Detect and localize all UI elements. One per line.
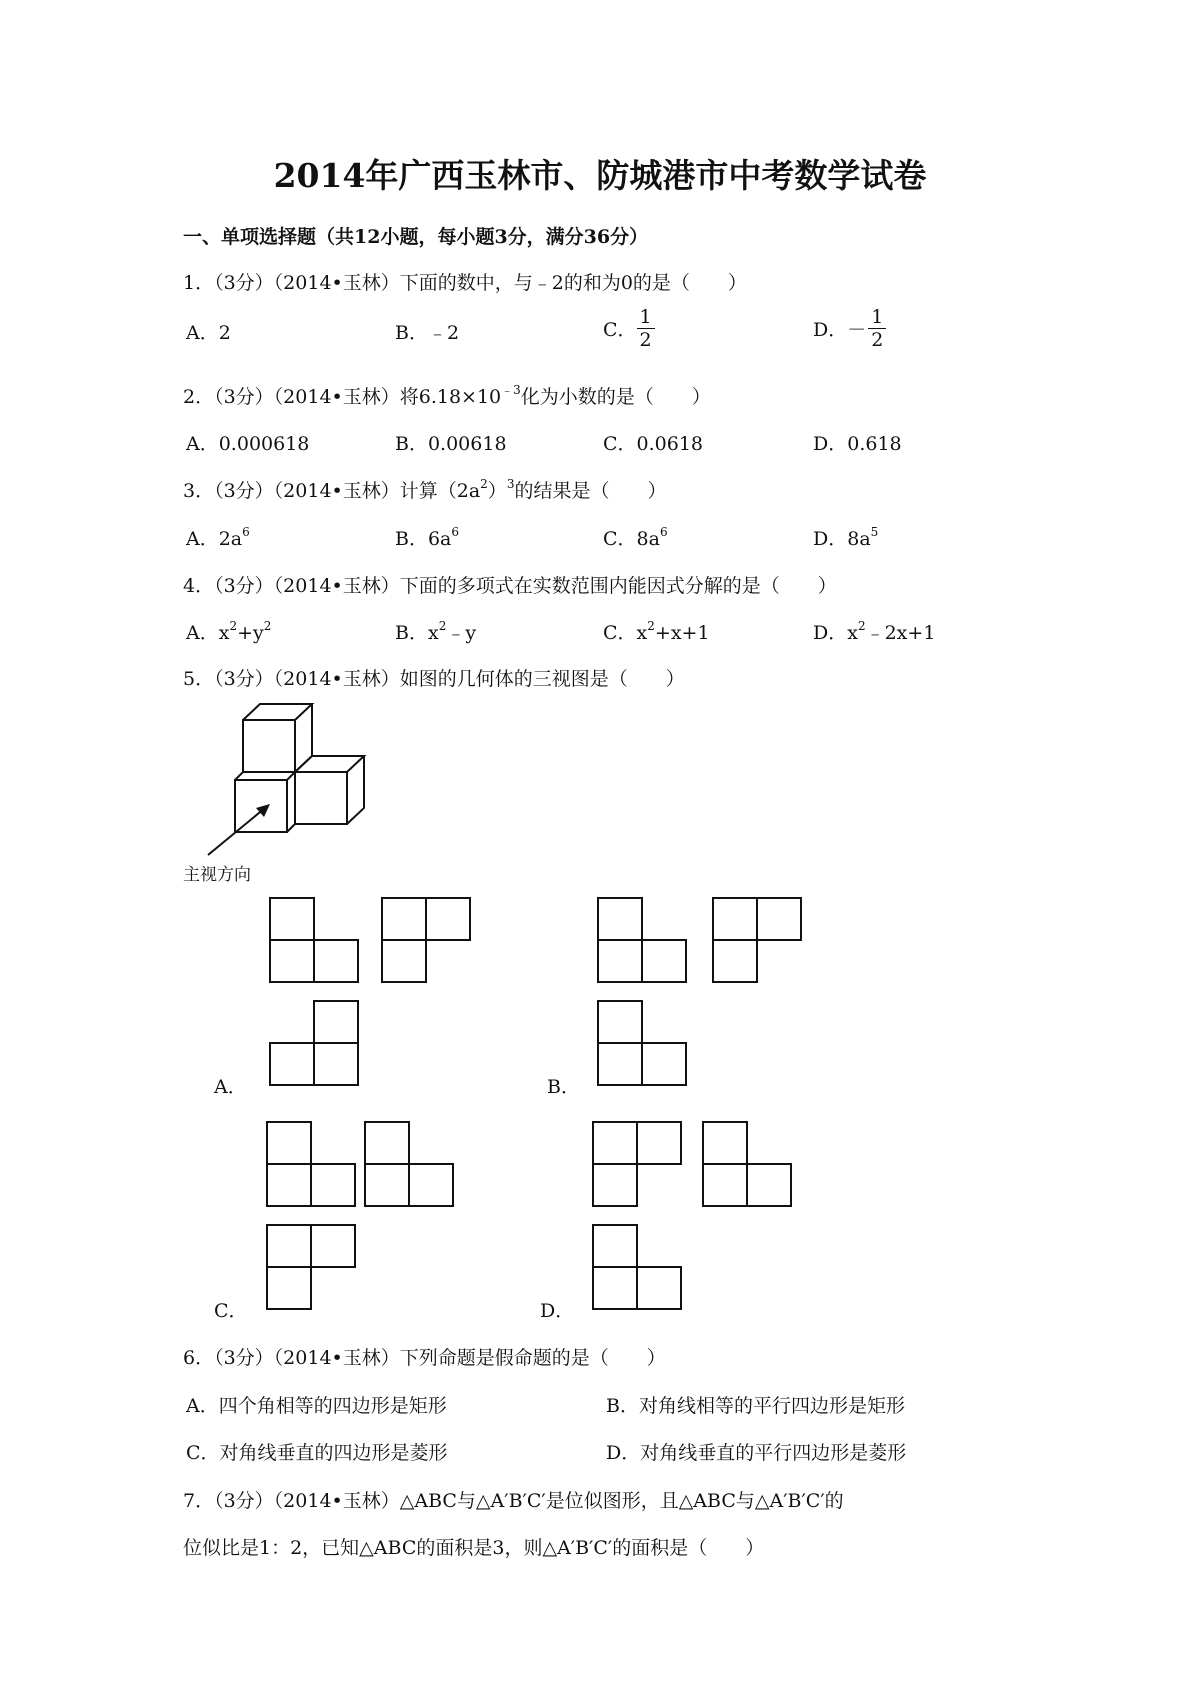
side-view-cell (703, 1164, 747, 1206)
side-view-cell (757, 898, 801, 940)
right-cube-top (295, 756, 364, 772)
q1-option-c (603, 306, 655, 351)
q2-option-c: C．0.0618 (603, 433, 704, 455)
q2-stem-pre: 2．（3分）（2014•玉林）将6.18×10 (183, 386, 502, 408)
q1-option-d-label: D． (813, 319, 848, 341)
front-view-cell (314, 940, 358, 982)
q2-stem-post: 化为小数的是（ ） (520, 386, 711, 408)
fraction-denominator: 2 (871, 329, 884, 351)
q3-option-c: C．$8a^6$ (603, 525, 668, 550)
question-6-stem: 6．（3分）（2014•玉林）下列命题是假命题的是（ ） (183, 1347, 666, 1369)
right-cube-front (295, 772, 347, 824)
question-7-stem-line-2: 位似比是1：2，已知△ABC的面积是3，则△A′B′C′的面积是（ ） (183, 1537, 765, 1559)
q1-option-d (813, 306, 886, 351)
top-cube-front (243, 720, 295, 772)
side-view-cell (365, 1164, 409, 1206)
question-3-stem (183, 476, 666, 503)
front-view-cell (593, 1122, 637, 1164)
side-view-cell (747, 1164, 791, 1206)
side-view-cell (713, 940, 757, 982)
fraction-denominator: 2 (639, 329, 652, 351)
front-view-cell (598, 898, 642, 940)
q3-stem-mid: ） (487, 480, 507, 502)
front-cube-front (235, 780, 287, 832)
q2-option-d: D．0.618 (813, 433, 902, 455)
q3-stem-post: 的结果是（ ） (514, 480, 667, 502)
top-view-cell (642, 1043, 686, 1085)
fraction-numerator: 1 (868, 306, 886, 329)
question-4-stem: 4．（3分）（2014•玉林）下面的多项式在实数范围内能因式分解的是（ ） (183, 575, 837, 597)
section-heading: 一、单项选择题（共12小题，每小题3分，满分36分） (183, 226, 649, 248)
q3-option-d: D．$8a^5$ (813, 525, 879, 550)
front-cube-top (235, 772, 295, 780)
q3-option-b: B．$6a^6$ (395, 525, 460, 550)
q6-option-d: D．对角线垂直的平行四边形是菱形 (606, 1442, 907, 1464)
top-cube-top (243, 704, 312, 720)
q5-option-b-label: B． (547, 1076, 580, 1098)
q1-option-c-fraction (637, 306, 655, 351)
geometric-solid-figure (180, 700, 380, 860)
front-view-cell (270, 940, 314, 982)
top-view-cell (314, 1043, 358, 1085)
arrow-head-icon (256, 804, 270, 817)
top-view-cell (598, 1001, 642, 1043)
side-view-cell (426, 898, 470, 940)
top-view-cell (593, 1267, 637, 1309)
figure-caption: 主视方向 (183, 865, 251, 885)
q3-option-a: A．$2a^6$ (186, 525, 250, 550)
q6-option-c: C．对角线垂直的四边形是菱形 (186, 1442, 448, 1464)
q6-option-b: B．对角线相等的平行四边形是矩形 (606, 1395, 905, 1417)
q3-stem-sup1: 2 (480, 477, 488, 491)
question-2-stem (183, 382, 711, 409)
q1-option-d-fraction (868, 306, 886, 351)
top-cube-side (295, 704, 312, 772)
top-view-cell (270, 1043, 314, 1085)
q6-option-a: A．四个角相等的四边形是矩形 (186, 1395, 447, 1417)
q5-option-b-views (593, 893, 813, 1093)
q3-stem-pre: 3．（3分）（2014•玉林）计算（2a (183, 480, 481, 502)
front-cube-side (287, 772, 295, 832)
q5-option-d-views (588, 1117, 808, 1317)
question-5-stem: 5．（3分）（2014•玉林）如图的几何体的三视图是（ ） (183, 668, 685, 690)
front-view-cell (311, 1164, 355, 1206)
side-view-cell (382, 898, 426, 940)
q3-stem-sup2: 3 (506, 477, 515, 491)
q5-option-d-label: D． (540, 1300, 575, 1322)
top-view-cell (267, 1225, 311, 1267)
side-view-cell (382, 940, 426, 982)
q4-option-a: A．$x^2+y^2$ (186, 619, 272, 644)
question-1-stem: 1．（3分）（2014•玉林）下面的数中，与﹣2的和为0的是（ ） (183, 272, 747, 294)
front-view-cell (270, 898, 314, 940)
front-view-cell (642, 940, 686, 982)
top-view-cell (593, 1225, 637, 1267)
side-view-cell (365, 1122, 409, 1164)
page-title: 2014年广西玉林市、防城港市中考数学试卷 (273, 156, 927, 195)
front-view-cell (637, 1122, 681, 1164)
question-7-stem-line-1: 7．（3分）（2014•玉林）△ABC与△A′B′C′是位似图形，且△ABC与△A′B′C′的 (183, 1490, 844, 1512)
right-cube-side (347, 756, 364, 824)
side-view-cell (409, 1164, 453, 1206)
q4-option-d: D．$x^2﹣2x+1$ (813, 619, 936, 644)
q2-option-b: B．0.00618 (395, 433, 507, 455)
top-view-cell (637, 1267, 681, 1309)
q1-option-d-sign: － (847, 319, 867, 341)
side-view-cell (703, 1122, 747, 1164)
q5-option-a-label: A． (214, 1076, 247, 1098)
q1-option-c-label: C． (603, 319, 637, 341)
q5-option-c-views (260, 1117, 460, 1317)
front-view-cell (267, 1164, 311, 1206)
q4-option-b: B．$x^2﹣y$ (395, 619, 477, 644)
top-view-cell (598, 1043, 642, 1085)
q5-option-c-label: C． (214, 1300, 248, 1322)
q4-option-c: C．$x^2+x+1$ (603, 619, 710, 644)
front-view-cell (598, 940, 642, 982)
q1-option-a: A．2 (186, 322, 231, 344)
fraction-numerator: 1 (637, 306, 655, 329)
side-view-cell (713, 898, 757, 940)
q2-option-a: A．0.000618 (186, 433, 310, 455)
q1-option-b: B．﹣2 (395, 322, 460, 344)
top-view-cell (311, 1225, 355, 1267)
q2-stem-exponent: ﹣3 (501, 383, 521, 397)
top-view-cell (314, 1001, 358, 1043)
q5-option-a-views (260, 893, 440, 1093)
front-view-cell (593, 1164, 637, 1206)
front-view-cell (267, 1122, 311, 1164)
top-view-cell (267, 1267, 311, 1309)
